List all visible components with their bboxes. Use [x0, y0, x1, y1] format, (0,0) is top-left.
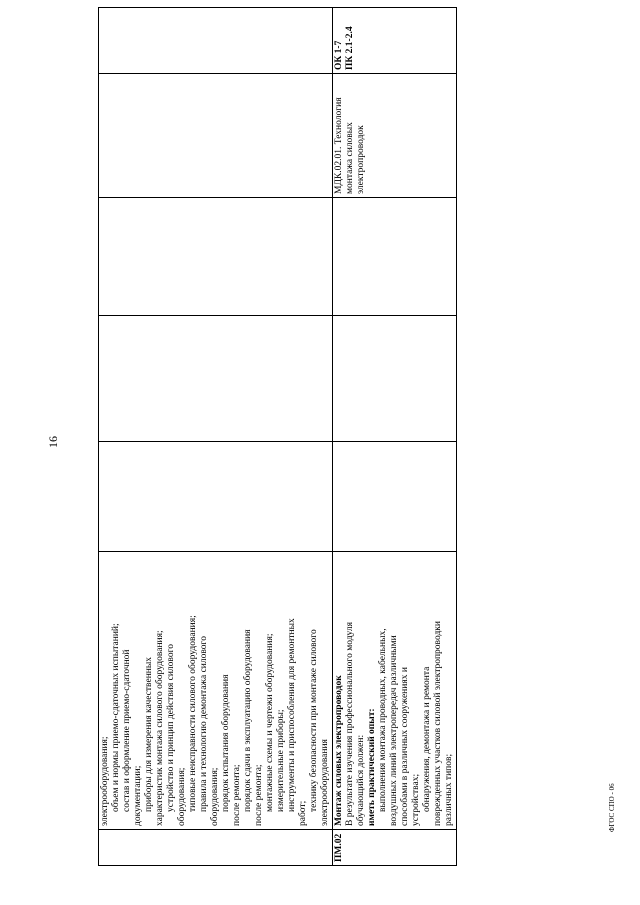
module-title: Монтаж силовых электропроводок — [334, 675, 344, 826]
table-row — [99, 8, 333, 866]
competencies-cell: ОК 1-7 ПК 2.1-2.4 — [333, 8, 457, 74]
module-table — [98, 7, 457, 866]
code-cell-empty — [99, 830, 333, 866]
module-code: ПМ.02 — [333, 830, 457, 866]
page-number: 16 — [46, 436, 60, 448]
page-footer: ФГОС СПО - 06 — [608, 783, 616, 832]
content-cell: электрооборудования; объем и нормы приемо-сдаточных испытаний; состав и оформление приемо-сдаточной документации; приборы для измерения качественных характеристик монтажа силового оборудования; устройство и принцип действия силового оборудования; типовые неисправности силового оборудования; правила и технологию демонтажа силового оборудования; порядок испытания оборудования после ремонта; порядок сдачи в эксплуатацию оборудования после ремонта; монтажные схемы и чертежи оборудования; измерительные приборы; инструменты и приспособления для ремонтных работ; технику безопасности при монтаже силового электрооборудования — [99, 552, 333, 830]
module-content-cell: Монтаж силовых электропроводок В результате изучения профессионального модуля обучающийся должен: иметь практический опыт: выполнения монтажа проводных, кабельных, воздушных линий электропередач различными способами в различных сооружениях и устройствах; обнаружения, демонтажа и ремонта поврежденных участков силовой электропроводки различных типов; — [333, 552, 457, 830]
table-row — [333, 8, 457, 866]
course-cell: МДК.02.01. Технология монтажа силовых электропроводок — [333, 74, 457, 198]
